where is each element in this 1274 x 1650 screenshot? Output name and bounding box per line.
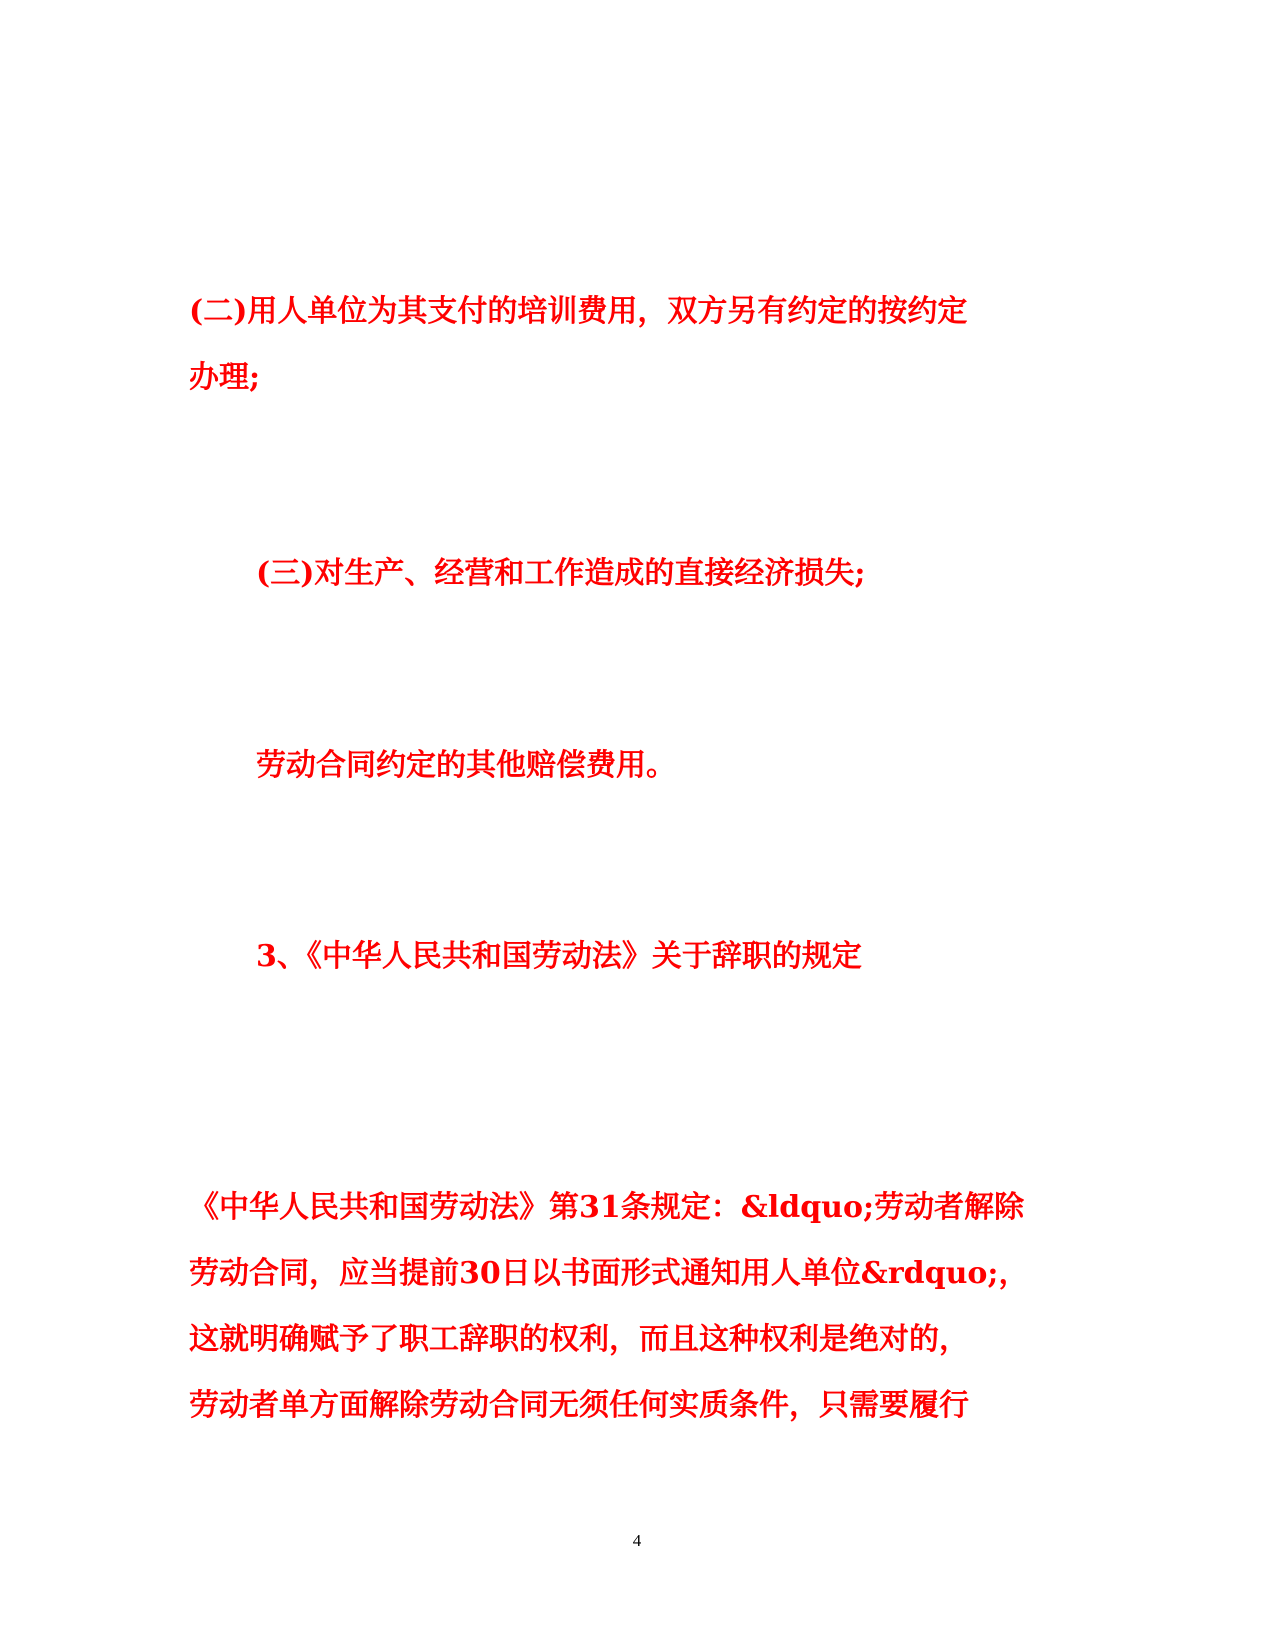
text-line: 3、《中华人民共和国劳动法》关于辞职的规定 bbox=[256, 939, 862, 974]
text-line: 这就明确赋予了职工辞职的权利，而且这种权利是绝对的， bbox=[189, 1322, 969, 1357]
text-line: (三)对生产、经营和工作造成的直接经济损失; bbox=[256, 556, 866, 591]
text-line: 劳动合同，应当提前30日以书面形式通知用人单位&rdquo;， bbox=[189, 1256, 1029, 1291]
text-line: (二)用人单位为其支付的培训费用，双方另有约定的按约定 bbox=[189, 294, 968, 329]
page-number: 4 bbox=[632, 1531, 642, 1550]
paragraph-other-compensation bbox=[256, 733, 676, 799]
text-line: 《中华人民共和国劳动法》第31条规定：&ldquo;劳动者解除 bbox=[189, 1190, 1025, 1225]
text-line: 劳动合同约定的其他赔偿费用。 bbox=[256, 748, 676, 783]
paragraph-economic-losses bbox=[256, 541, 865, 607]
paragraph-article-31 bbox=[189, 1175, 1029, 1439]
section-heading-resignation bbox=[256, 924, 862, 990]
text-line: 劳动者单方面解除劳动合同无须任何实质条件，只需要履行 bbox=[189, 1388, 969, 1423]
text-line: 办理; bbox=[189, 360, 261, 395]
paragraph-training-costs bbox=[189, 279, 967, 411]
